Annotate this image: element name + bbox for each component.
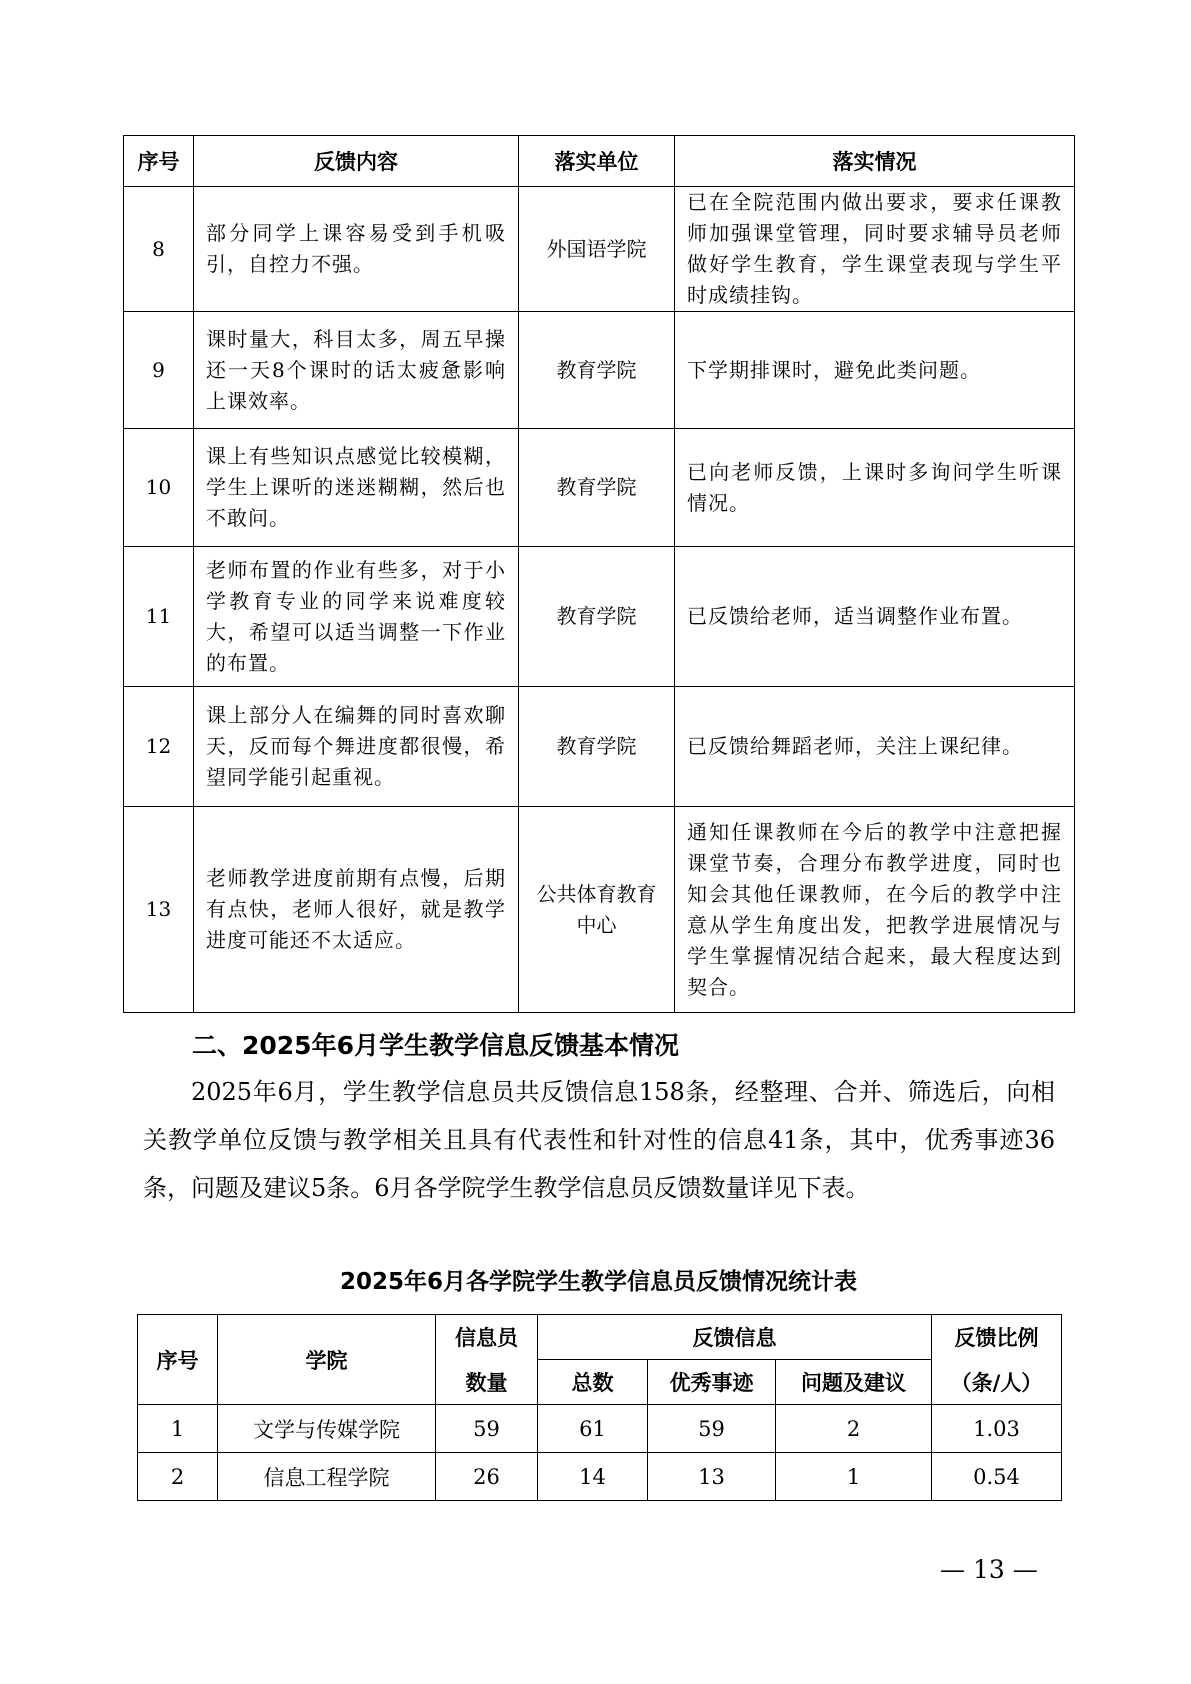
row-content: 课上有些知识点感觉比较模糊，学生上课听的迷迷糊糊，然后也不敢问。 (194, 429, 519, 547)
row-no: 11 (124, 547, 194, 687)
cell-issues: 1 (776, 1453, 932, 1501)
stats-table (137, 1314, 1062, 1501)
row-status: 已在全院范围内做出要求，要求任课教师加强课堂管理，同时要求辅导员老师做好学生教育，学生课堂表现与学生平时成绩挂钩。 (675, 187, 1075, 312)
row-content: 课上部分人在编舞的同时喜欢聊天，反而每个舞进度都很慢，希望同学能引起重视。 (194, 687, 519, 807)
table-row (138, 1453, 1062, 1501)
feedback-table-header (124, 136, 1075, 187)
row-status: 下学期排课时，避免此类问题。 (675, 312, 1075, 429)
header-total: 总数 (538, 1360, 648, 1405)
header-college: 学院 (218, 1315, 436, 1405)
row-no: 13 (124, 807, 194, 1013)
header-unit: 落实单位 (519, 136, 675, 187)
row-content: 老师布置的作业有些多，对于小学教育专业的同学来说难度较大，希望可以适当调整一下作业的布置。 (194, 547, 519, 687)
stats-header-row (138, 1315, 1062, 1360)
cell-total: 61 (538, 1405, 648, 1453)
row-unit: 公共体育教育中心 (519, 807, 675, 1013)
row-unit: 外国语学院 (519, 187, 675, 312)
page-number: — 13 — (940, 1555, 1038, 1584)
table-row (124, 807, 1075, 1013)
header-content: 反馈内容 (194, 136, 519, 187)
cell-no: 1 (138, 1405, 218, 1453)
row-unit: 教育学院 (519, 547, 675, 687)
row-no: 10 (124, 429, 194, 547)
table-row (138, 1405, 1062, 1453)
table-row (124, 547, 1075, 687)
header-ratio-line2: （条/人） (932, 1360, 1062, 1405)
cell-college: 信息工程学院 (218, 1453, 436, 1501)
row-content: 老师教学进度前期有点慢，后期有点快，老师人很好，就是教学进度可能还不太适应。 (194, 807, 519, 1013)
header-informant-line2: 数量 (436, 1360, 538, 1405)
header-no: 序号 (124, 136, 194, 187)
cell-informants: 26 (436, 1453, 538, 1501)
row-no: 9 (124, 312, 194, 429)
row-content: 部分同学上课容易受到手机吸引，自控力不强。 (194, 187, 519, 312)
table-row (124, 187, 1075, 312)
cell-ratio: 1.03 (932, 1405, 1062, 1453)
cell-excellent: 59 (648, 1405, 776, 1453)
cell-total: 14 (538, 1453, 648, 1501)
row-unit: 教育学院 (519, 687, 675, 807)
cell-no: 2 (138, 1453, 218, 1501)
row-no: 12 (124, 687, 194, 807)
header-informant-line1: 信息员 (436, 1315, 538, 1360)
row-status: 通知任课教师在今后的教学中注意把握课堂节奏，合理分布教学进度，同时也知会其他任课教师，在今后的教学中注意从学生角度出发，把教学进展情况与学生掌握情况结合起来，最大程度达到契合。 (675, 807, 1075, 1013)
row-content: 课时量大，科目太多，周五早操还一天8个课时的话太疲惫影响上课效率。 (194, 312, 519, 429)
cell-college: 文学与传媒学院 (218, 1405, 436, 1453)
header-ratio-line1: 反馈比例 (932, 1315, 1062, 1360)
row-status: 已反馈给舞蹈老师，关注上课纪律。 (675, 687, 1075, 807)
row-no: 8 (124, 187, 194, 312)
cell-ratio: 0.54 (932, 1453, 1062, 1501)
header-status: 落实情况 (675, 136, 1075, 187)
table-row (124, 429, 1075, 547)
row-status: 已向老师反馈，上课时多询问学生听课情况。 (675, 429, 1075, 547)
cell-issues: 2 (776, 1405, 932, 1453)
header-issues: 问题及建议 (776, 1360, 932, 1405)
table-row (124, 312, 1075, 429)
feedback-table (123, 135, 1075, 1013)
cell-excellent: 13 (648, 1453, 776, 1501)
table-caption: 2025年6月各学院学生教学信息员反馈情况统计表 (339, 1269, 858, 1295)
header-excellent: 优秀事迹 (648, 1360, 776, 1405)
row-unit: 教育学院 (519, 429, 675, 547)
table-row (124, 687, 1075, 807)
header-feedback: 反馈信息 (538, 1315, 932, 1360)
header-no: 序号 (138, 1315, 218, 1405)
summary-paragraph: 2025年6月，学生教学信息员共反馈信息158条，经整理、合并、筛选后，向相关教学单位反馈与教学相关且具有代表性和针对性的信息41条，其中，优秀事迹36条，问题及建议5条。6月各学院学生教学信息员反馈数量详见下表。 (143, 1078, 1055, 1202)
section-heading: 二、2025年6月学生教学信息反馈基本情况 (192, 1031, 679, 1060)
cell-informants: 59 (436, 1405, 538, 1453)
row-status: 已反馈给老师，适当调整作业布置。 (675, 547, 1075, 687)
row-unit: 教育学院 (519, 312, 675, 429)
